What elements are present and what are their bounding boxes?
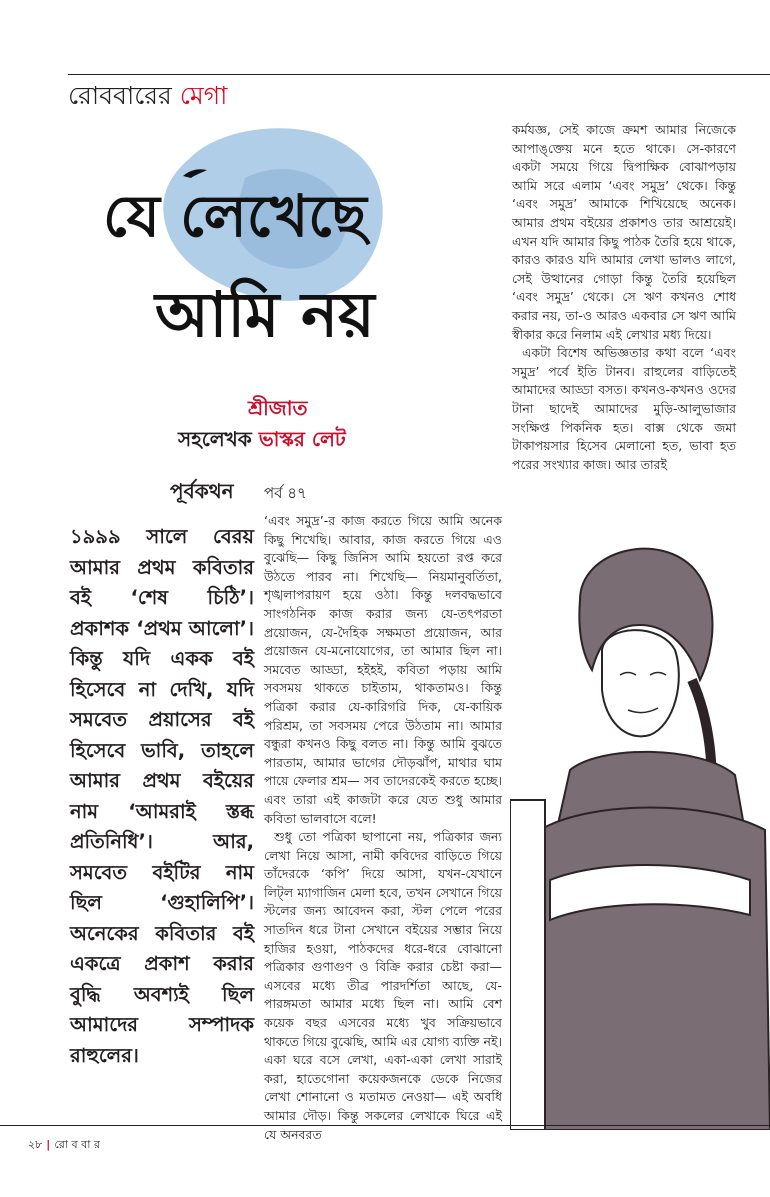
chair-back (510, 800, 545, 1130)
top-rule (68, 74, 770, 75)
title-line-2: আমি নয় (155, 278, 375, 351)
body-column-middle (264, 512, 502, 1144)
coauthor-name: ভাস্কর লেট (258, 427, 346, 451)
page-footer (28, 1136, 100, 1155)
body-paragraph: একটা বিশেষ অভিজ্ঞতার কথা বলে ‘এবং সমুদ্র’ পর্বে ইতি টানব। রাহুলের বাড়িতেই আমাদের আড্ডা বসত। কখনও-কখনও ওদের টানা ছাদেই আমাদের মুড়ি-আলুভাজার সংক্ষিপ্ত পিকনিক হত। বাক্স থেকে জমা টাকাপয়সার হিসেব মেলানো হত, ভাবা হত পরের সংখ্যার কাজ। আর তারই (512, 345, 736, 472)
series-heading (68, 80, 227, 112)
pull-quote: ১৯৯৯ সালে বেরয় আমার প্রথম কবিতার বই ‘শেষ চিঠি’। প্রকাশক ‘প্রথম আলো’। কিন্তু যদি একক বই হিসেবে না দেখি, যদি সমবেত প্রয়াসের বই হিসেবে ভাবি, তাহলে আমার প্রথম বইয়ের নাম ‘আমরাই স্তব্ধ প্রতিনিধি’। আর, সমবেত বইটির নাম ছিল ‘গুহালিপি’। অনেকের কবিতার বই একত্রে প্রকাশ করার বুদ্ধি অবশ্যই ছিল আমাদের সম্পাদক রাহুলের। (70, 525, 254, 1067)
woman-illustration (510, 530, 770, 1130)
series-highlight: মেগা (179, 81, 228, 110)
body-paragraph: শুধু তো পত্রিকা ছাপানো নয়, পত্রিকার জন্য লেখা নিয়ে আসা, নামী কবিদের বাড়িতে গিয়ে তাঁদেরকে ‘কপি’ দিয়ে আসা, যখন-যেখানে লিট্‌ল ম্যাগাজিন মেলা হবে, তখন সেখানে গিয়ে স্টলের জন্য আবেদন করা, স্টল পেলে পরের সাতদিন ধরে টানা সেখানে বইয়ের সম্ভার নিয়ে হাজির হওয়া, পাঠকদের ধরে-ধরে বোঝানো পত্রিকার গুণাগুণ ও বিক্রি করার চেষ্টা করা— এসবের মধ্যে তীব্র পারদর্শিতা আছে, যে-পারঙ্গমতা আমার মধ্যে ছিল না। আমি বেশ কয়েক বছর এসবের মধ্যে খুব সক্রিয়ভাবে থাকতে গিয়ে বুঝেছি, আমি এর যোগ্য ব্যক্তি নই। একা ঘরে বসে লেখা, একা-একা লেখা সারাই করা, হাতেগোনা কয়েকজনকে ডেকে নিজের লেখা শোনানো ও মতামত নেওয়া— এই অবধি আমার দৌড়। কিন্তু সকলের লেখাকে ঘিরে এই যে অনবরত (264, 829, 502, 1142)
coauthor-label: সহলেখক (178, 427, 252, 451)
coauthor-line (178, 425, 346, 458)
footer-divider: | (46, 1138, 51, 1151)
magazine-name: রো ব বা র (54, 1138, 101, 1151)
section-title: পূর্বকথন (170, 479, 234, 503)
face-shape (602, 630, 679, 736)
body-paragraph: কর্মযজ্ঞ, সেই কাজে ক্রমশ আমার নিজেকে আপাঙ্‌ক্তেয় মনে হতে থাকে। সে-কারণে একটা সময়ে গিয়ে দ্বিপাক্ষিক বোঝাপড়ায় আমি সরে এলাম ‘এবং সমুদ্র’ থেকে। কিন্তু ‘এবং সমুদ্র’ আমাকে শিখিয়েছে অনেক। আমার প্রথম বইয়ের প্রকাশও তার আশ্রয়েই। এখন যদি আমার কিছু পাঠক তৈরি হয়ে থাকে, কারও কারও যদি আমার লেখা ভালও লাগে, সেই উত্থানের গোড়া কিন্তু তৈরি হয়েছিল ‘এবং সমুদ্র’ থেকে। সে ঋণ কখনও শোধ করার নয়, তা-ও আরও একবার সে ঋণ আমি স্বীকার করে নিলাম এই লেখার মধ্য দিয়ে। (512, 122, 736, 342)
author-name: শ্রীজাত (248, 396, 308, 420)
title-line-1: যে লেখেছে (103, 182, 367, 250)
body-paragraph: ‘এবং সমুদ্র’-র কাজ করতে গিয়ে আমি অনেক কিছু শিখেছি। আবার, কাজ করতে গিয়ে এও বুঝেছি— কিছু জিনিস আমি হয়তো রপ্ত করে উঠতে পারব না। শিখেছি— নিয়মানুবর্তিতা, শৃঙ্খলাপরায়ণ হয়ে ওঠা। কিন্তু দলবদ্ধভাবে সাংগঠনিক কাজ করার জন্য যে-তৎপরতা প্রয়োজন, যে-দৈহিক সক্ষমতা প্রয়োজন, আর প্রয়োজন যে-মনোযোগের, তা আমার ছিল না। সমবেত আড্ডা, হইহই, কবিতা পড়ায় আমি সবসময় থাকতে চাইতাম, থাকতামও। কিন্তু পত্রিকা করার যে-কারিগরি দিক, যে-কায়িক পরিশ্রম, তা সবসময় পেরে উঠতাম না। আমার বন্ধুরা কখনও কিছু বলত না। কিন্তু আমি বুঝতে পারতাম, আমার ভাগের দৌড়ঝাঁপ, মাথার ঘাম পায়ে ফেলার শ্রম— সব তাদেরকেই করতে হচ্ছে। এবং তারা এই কাজটা করে যেত শুধু আমার কবিতা ভালবাসে বলে! (264, 513, 502, 826)
bottom-rule (0, 1125, 770, 1126)
title-lettering (95, 118, 395, 368)
saree-shape (530, 808, 770, 1131)
page-number: ২৮ (28, 1138, 43, 1151)
series-prefix: রোববারের (68, 81, 172, 110)
body-column-right (512, 121, 736, 474)
episode-label: পর্ব ৪৭ (264, 484, 307, 502)
